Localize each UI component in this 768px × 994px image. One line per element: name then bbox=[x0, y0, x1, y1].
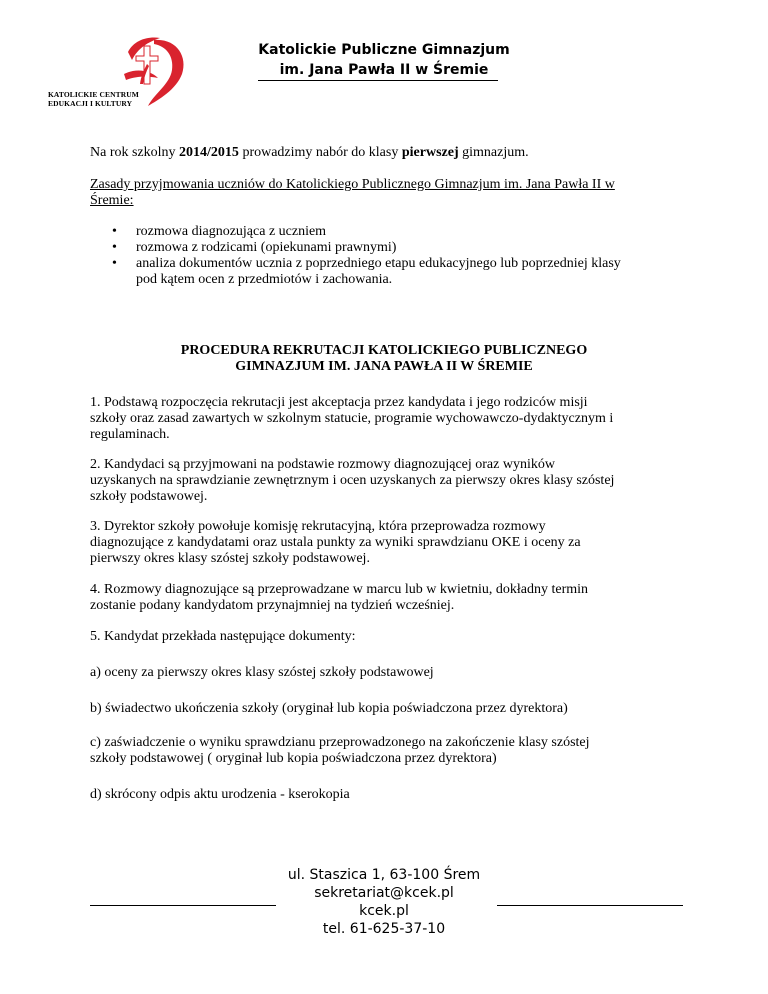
website: kcek.pl bbox=[359, 903, 409, 919]
text-line: szkoły oraz zasad zawartych w szkolnym statucie, programie wychowawczo-dydaktycznym i bbox=[90, 411, 614, 426]
intro-text: prowadzimy nabór do klasy bbox=[238, 145, 402, 160]
document-item-c bbox=[90, 735, 690, 767]
admission-rules-title bbox=[90, 177, 690, 209]
text-line: uzyskanych na sprawdzianie zewnętrznym i ocen uzyskanych za pierwszy okres klasy szóstej bbox=[90, 473, 615, 488]
rules-title-line2: Śremie: bbox=[90, 193, 134, 208]
document-item-b: b) świadectwo ukończenia szkoły (oryginał lub kopia poświadczona przez dyrektora) bbox=[90, 701, 568, 716]
text-line: 4. Rozmowy diagnozujące są przeprowadzane w marcu lub w kwietniu, dokładny termin bbox=[90, 582, 589, 597]
logo-caption-line1: KATOLICKIE CENTRUM bbox=[48, 90, 139, 99]
procedure-point-1 bbox=[90, 395, 690, 443]
intro-text: gimnazjum. bbox=[458, 145, 529, 160]
document-item-a: a) oceny za pierwszy okres klasy szóstej szkoły podstawowej bbox=[90, 665, 434, 680]
text-line: regulaminach. bbox=[90, 427, 170, 442]
procedure-point-3 bbox=[90, 519, 690, 567]
list-item bbox=[90, 272, 690, 288]
procedure-point-4 bbox=[90, 582, 690, 614]
procedure-heading bbox=[0, 343, 768, 375]
school-logo bbox=[48, 34, 208, 114]
list-item-text: rozmowa diagnozująca z uczniem bbox=[136, 224, 327, 239]
list-item-text: rozmowa z rodzicami (opiekunami prawnymi) bbox=[136, 240, 397, 255]
school-name-line1: Katolickie Publiczne Gimnazjum bbox=[258, 42, 510, 58]
procedure-heading-line1: PROCEDURA REKRUTACJI KATOLICKIEGO PUBLICZNEGO bbox=[180, 343, 588, 358]
list-item bbox=[90, 224, 690, 240]
admission-rules-list bbox=[90, 224, 690, 288]
text-line: szkoły podstawowej. bbox=[90, 489, 208, 504]
text-line: pierwszy okres klasy szóstej szkoły podstawowej. bbox=[90, 551, 370, 566]
bullet-icon: • bbox=[112, 240, 117, 255]
rules-title-line1: Zasady przyjmowania uczniów do Katolickiego Publicznego Gimnazjum im. Jana Pawła II w bbox=[90, 177, 615, 192]
text-line: zostanie podany kandydatom przynajmniej na tydzień wcześniej. bbox=[90, 598, 455, 613]
document-item-d: d) skrócony odpis aktu urodzenia - kserokopia bbox=[90, 787, 350, 802]
school-name-line2: im. Jana Pawła II w Śremie bbox=[279, 62, 489, 78]
procedure-heading-line2: GIMNAZJUM IM. JANA PAWŁA II W ŚREMIE bbox=[235, 359, 533, 374]
list-item bbox=[90, 256, 690, 272]
procedure-point-2 bbox=[90, 457, 690, 505]
intro-paragraph bbox=[90, 145, 690, 161]
intro-text: Na rok szkolny bbox=[90, 145, 180, 160]
list-item-text: analiza dokumentów ucznia z poprzedniego etapu edukacyjnego lub poprzedniej klasy bbox=[136, 256, 621, 271]
logo-caption-line2: EDUKACJI I KULTURY bbox=[48, 99, 133, 108]
address: ul. Staszica 1, 63-100 Śrem bbox=[287, 867, 481, 883]
text-line: 1. Podstawą rozpoczęcia rekrutacji jest akceptacja przez kandydata i jego rodziców misji bbox=[90, 395, 588, 410]
text-line: szkoły podstawowej ( oryginał lub kopia poświadczona przez dyrektora) bbox=[90, 751, 497, 766]
list-item bbox=[90, 240, 690, 256]
bullet-icon: • bbox=[112, 256, 117, 271]
text-line: c) zaświadczenie o wyniku sprawdzianu przeprowadzonego na zakończenie klasy szóstej bbox=[90, 735, 590, 750]
contact-footer bbox=[0, 866, 768, 938]
logo-caption bbox=[48, 90, 139, 108]
header-divider bbox=[258, 80, 498, 81]
email: sekretariat@kcek.pl bbox=[314, 885, 454, 901]
procedure-point-5: 5. Kandydat przekłada następujące dokumenty: bbox=[90, 629, 356, 644]
text-line: 3. Dyrektor szkoły powołuje komisję rekrutacyjną, która przeprowadza rozmowy bbox=[90, 519, 546, 534]
list-item-text: pod kątem ocen z przedmiotów i zachowania. bbox=[136, 272, 393, 287]
text-line: diagnozujące z kandydatami oraz ustala punkty za wyniki sprawdzianu OKE i oceny za bbox=[90, 535, 581, 550]
bullet-icon: • bbox=[112, 224, 117, 239]
school-year: 2014/2015 bbox=[179, 145, 239, 160]
class-level: pierwszej bbox=[401, 145, 459, 160]
text-line: 2. Kandydaci są przyjmowani na podstawie rozmowy diagnozującej oraz wyników bbox=[90, 457, 555, 472]
phone: tel. 61-625-37-10 bbox=[322, 921, 446, 937]
